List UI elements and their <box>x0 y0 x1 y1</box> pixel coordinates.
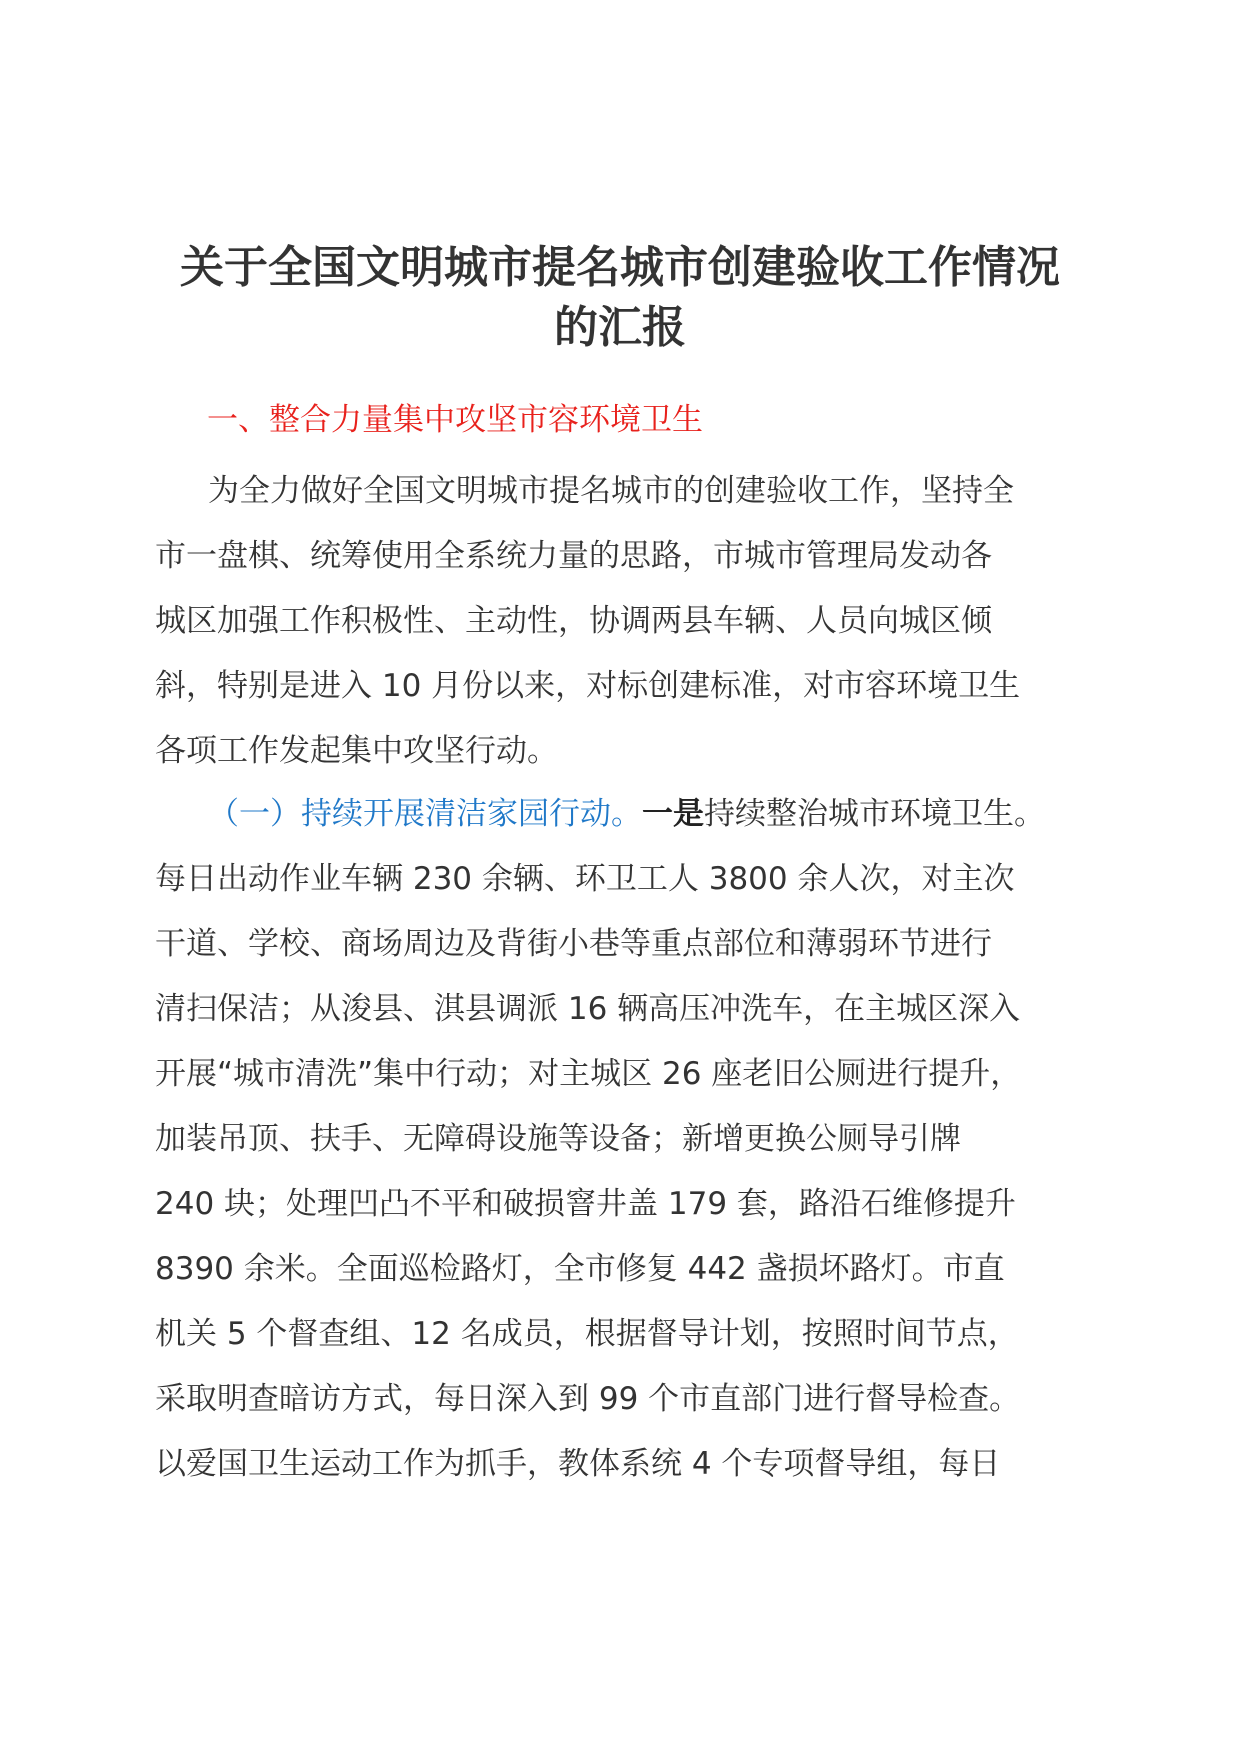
subheading-text: 持续开展清洁家园行动。 <box>301 796 642 832</box>
section-heading: 一、整合力量集中攻坚市容环境卫生 <box>207 402 703 438</box>
title-line-1: 关于全国文明城市提名城市创建验收工作情况 <box>180 242 1060 293</box>
title-line-2: 的汇报 <box>554 302 686 353</box>
subheading-number: （一） <box>208 796 301 832</box>
paragraph-line: 开展“城市清洗”集中行动；对主城区 26 座老旧公厕进行提升， <box>155 1056 1022 1092</box>
paragraph-line: 斜，特别是进入 10 月份以来，对标创建标准，对市容环境卫生 <box>155 668 1021 704</box>
paragraph-line: 每日出动作业车辆 230 余辆、环卫工人 3800 余人次，对主次 <box>155 861 1015 897</box>
paragraph-1 <box>155 459 1095 784</box>
subheading-line <box>155 782 1095 847</box>
paragraph-2 <box>155 782 1095 1497</box>
paragraph-line: 采取明查暗访方式，每日深入到 99 个市直部门进行督导检查。 <box>155 1381 1021 1417</box>
paragraph-line: 清扫保洁；从浚县、淇县调派 16 辆高压冲洗车，在主城区深入 <box>155 991 1021 1027</box>
paragraph-line: 以爱国卫生运动工作为抓手，教体系统 4 个专项督导组，每日 <box>155 1446 1001 1482</box>
paragraph-line: 城区加强工作积极性、主动性，协调两县车辆、人员向城区倾 <box>155 603 992 639</box>
first-line-rest: 持续整治城市环境卫生。 <box>704 796 1045 832</box>
paragraph-line: 为全力做好全国文明城市提名城市的创建验收工作，坚持全 <box>208 473 1014 509</box>
paragraph-line: 8390 余米。全面巡检路灯，全市修复 442 盏损坏路灯。市直 <box>155 1251 1005 1287</box>
document-title <box>140 238 1100 358</box>
paragraph-line: 干道、学校、商场周边及背街小巷等重点部位和薄弱环节进行 <box>155 926 992 962</box>
paragraph-line: 机关 5 个督查组、12 名成员，根据督导计划，按照时间节点， <box>155 1316 1019 1352</box>
paragraph-line: 各项工作发起集中攻坚行动。 <box>155 733 558 769</box>
lead-bold-text: 一是 <box>642 796 704 832</box>
paragraph-line: 加装吊顶、扶手、无障碍设施等设备；新增更换公厕导引牌 <box>155 1121 961 1157</box>
paragraph-line: 240 块；处理凹凸不平和破损窨井盖 179 套，路沿石维修提升 <box>155 1186 1016 1222</box>
paragraph-line: 市一盘棋、统筹使用全系统力量的思路，市城市管理局发动各 <box>155 538 992 574</box>
